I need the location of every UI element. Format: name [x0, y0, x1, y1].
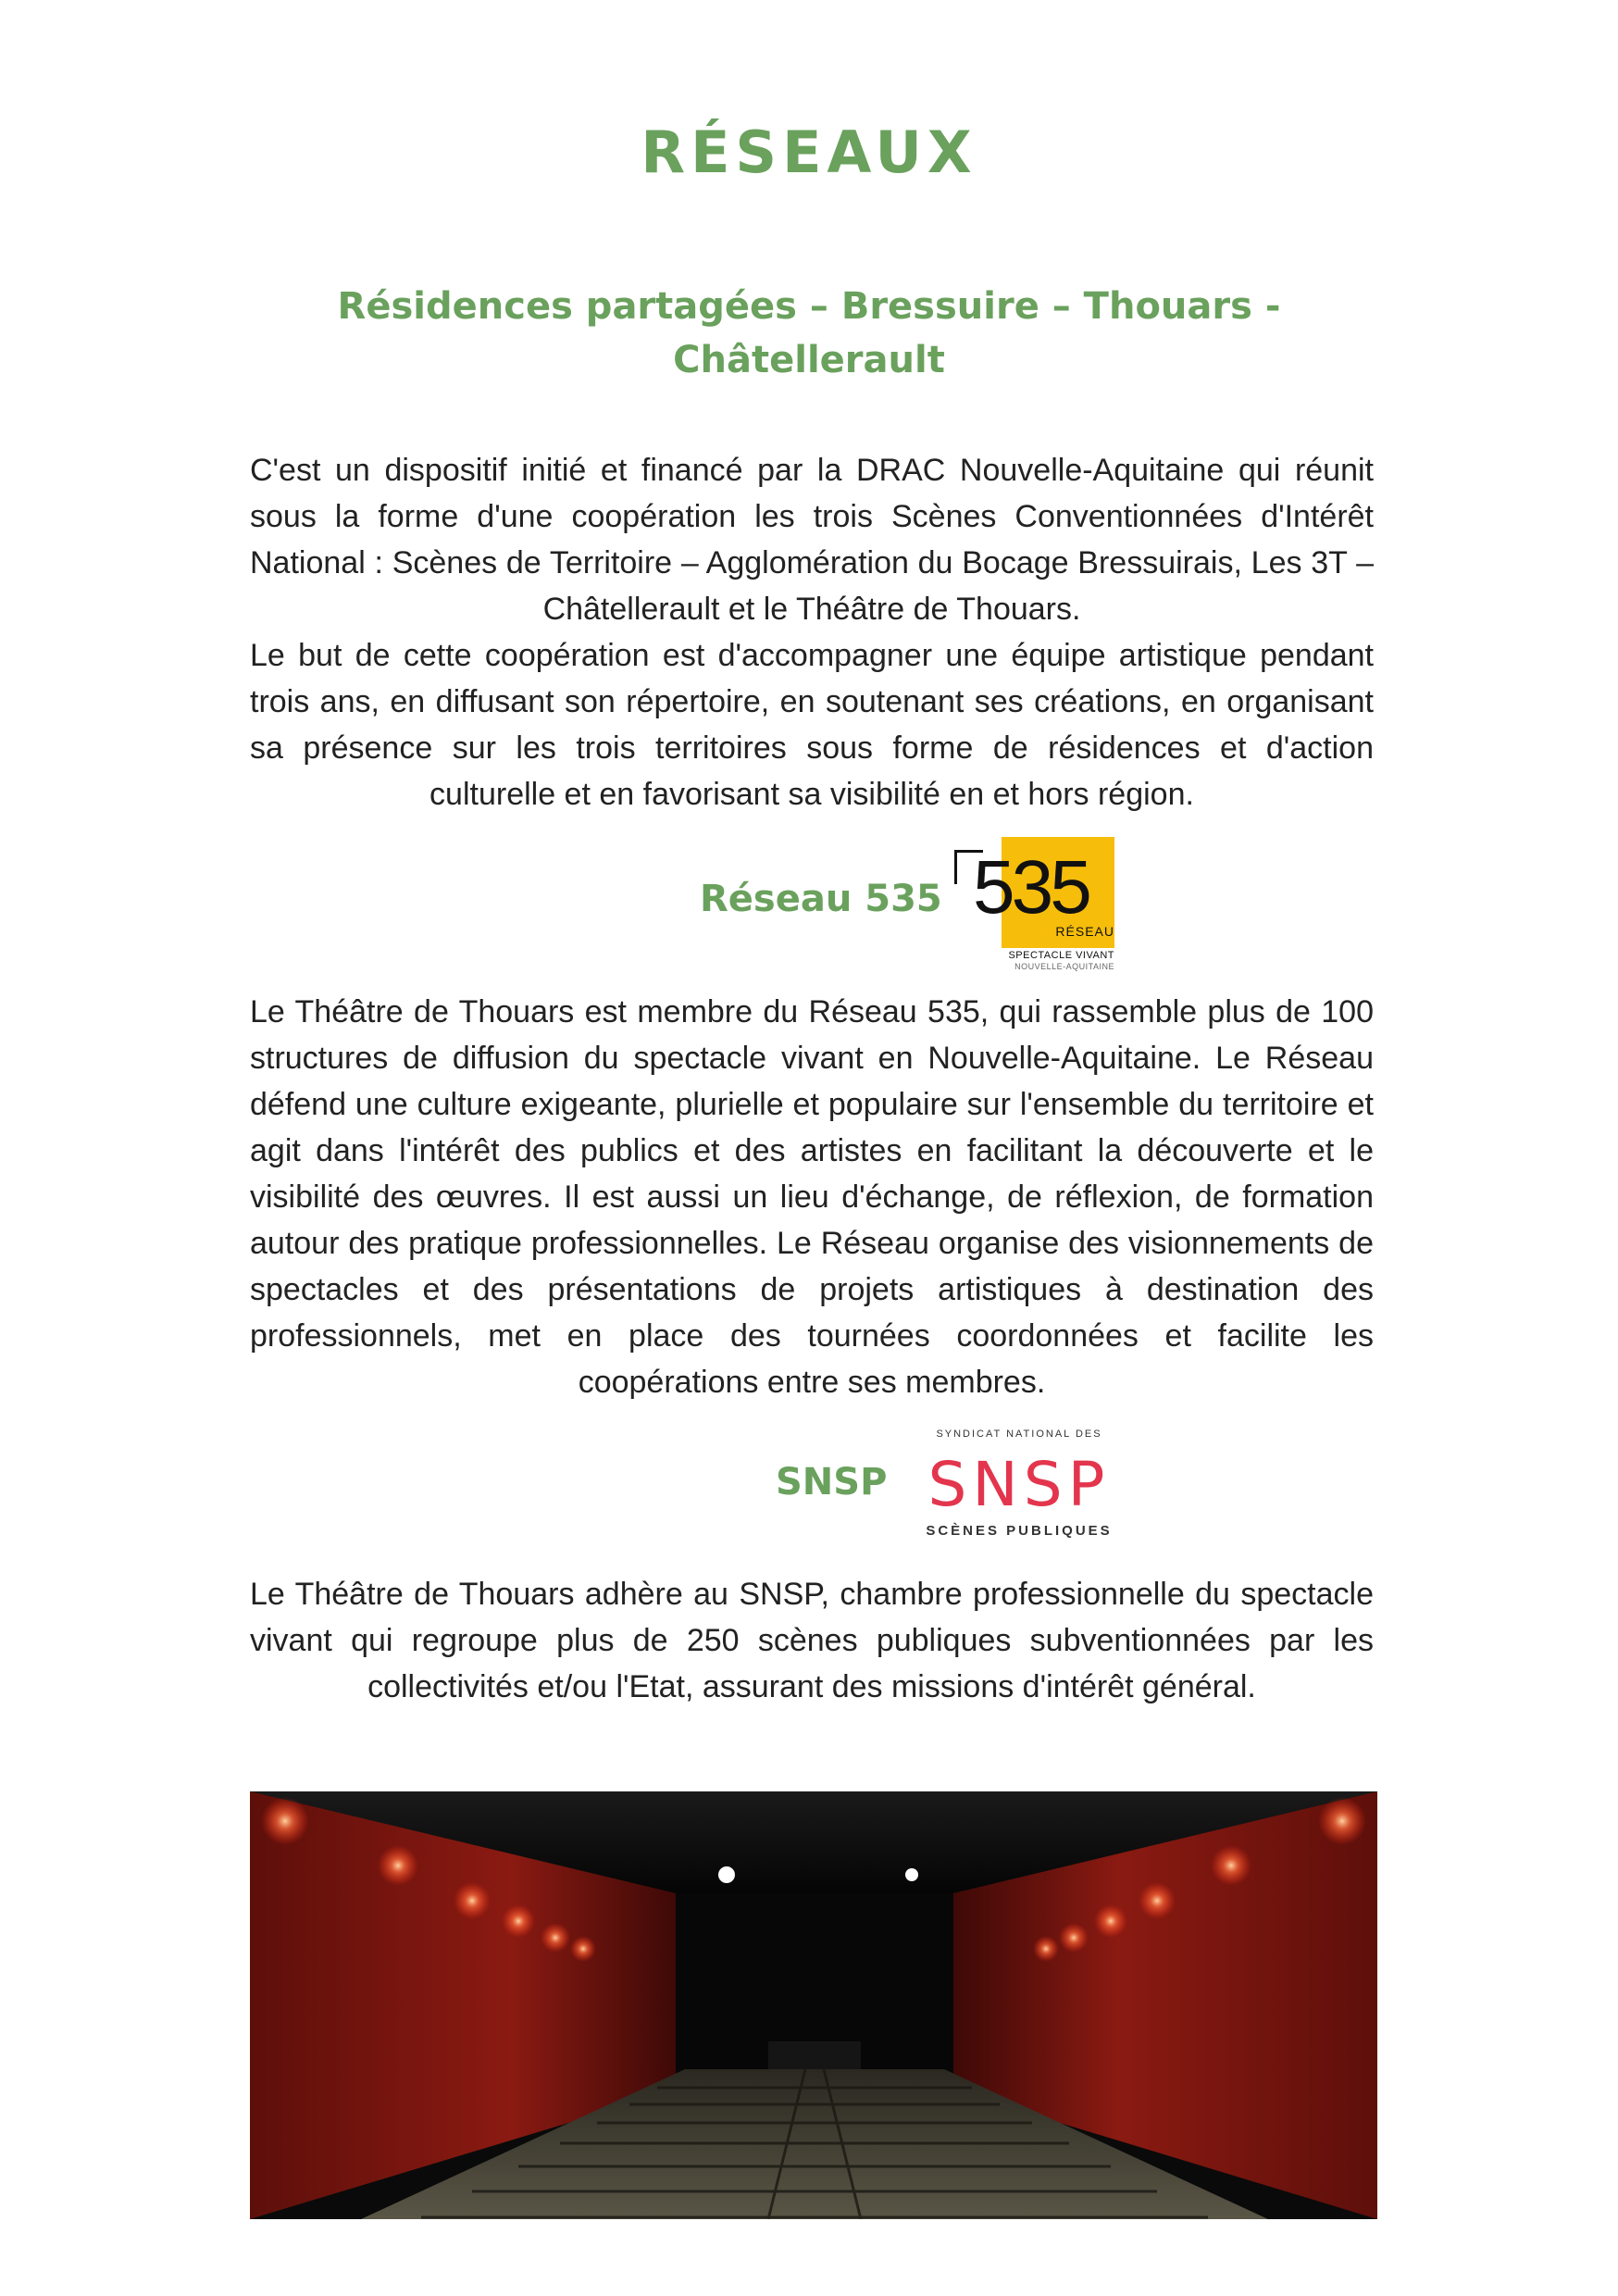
snsp-paragraph: Le Théâtre de Thouars adhère au SNSP, chambre professionnelle du spectacle vivant qui regroupe plus de 250 scènes publiques subventionnées par les collectivités et/ou l'Etat, assurant des missions d'intérêt général. [250, 1577, 1374, 1704]
reseau535-heading: Réseau 535 [700, 878, 942, 920]
residences-paragraph-1: C'est un dispositif initié et financé par la DRAC Nouvelle-Aquitaine qui réunit sous la forme d'une coopération les trois Scènes Conventionnées d'Intérêt National : Scènes de Territoire – Agglomération du Bocage Bressuirais, Les 3T – Châtellerault et le Théâtre de Thouars. [250, 453, 1374, 627]
snsp-heading: SNSP [776, 1461, 888, 1504]
snsp-logo-bottom: SCÈNES PUBLIQUES [926, 1523, 1113, 1539]
section-title-residences: Résidences partagées – Bressuire – Thouars - Châtellerault [337, 285, 1281, 381]
snsp-logo-mark: SNSP [927, 1449, 1111, 1520]
snsp-logo [912, 1429, 1126, 1541]
reseau535-paragraph: Le Théâtre de Thouars est membre du Réseau 535, qui rassemble plus de 100 structures de diffusion du spectacle vivant en Nouvelle-Aquitaine. Le Réseau défend une culture exigeante, plurielle et populaire sur l'ensemble du territoire et agit dans l'intérêt des publics et des artistes en facilitant la découverte et le visibilité des œuvres. Il est aussi un lieu d'échange, de réflexion, de formation autour des pratique professionnelles. Le Réseau organise des visionnements de spectacles et des présentations de projets artistiques à destination des professionnels, met en place des tournées coordonnées et facilite les coopérations entre ses membres. [250, 994, 1374, 1400]
reseau535-text [250, 989, 1374, 1405]
snsp-logo-top: SYNDICAT NATIONAL DES [936, 1429, 1102, 1440]
logo-535-sub1: SPECTACLE VIVANT [1008, 950, 1114, 961]
snsp-text [250, 1571, 1374, 1710]
page-title: RÉSEAUX [641, 119, 977, 186]
residences-paragraph-2: Le but de cette coopération est d'accompagner une équipe artistique pendant trois ans, en diffusant son répertoire, en soutenant ses créations, en organisant sa présence sur les trois territoires sous forme de résidences et d'action culturelle et en favorisant sa visibilité en et hors région. [250, 638, 1374, 812]
logo-535-sub2: NOUVELLE-AQUITAINE [1014, 962, 1114, 971]
theater-photo [250, 1791, 1377, 2219]
reseau535-logo [954, 837, 1116, 974]
residences-text [250, 447, 1374, 817]
logo-535-number: 535 [973, 845, 1089, 930]
logo-535-label: RÉSEAU [1055, 924, 1114, 939]
